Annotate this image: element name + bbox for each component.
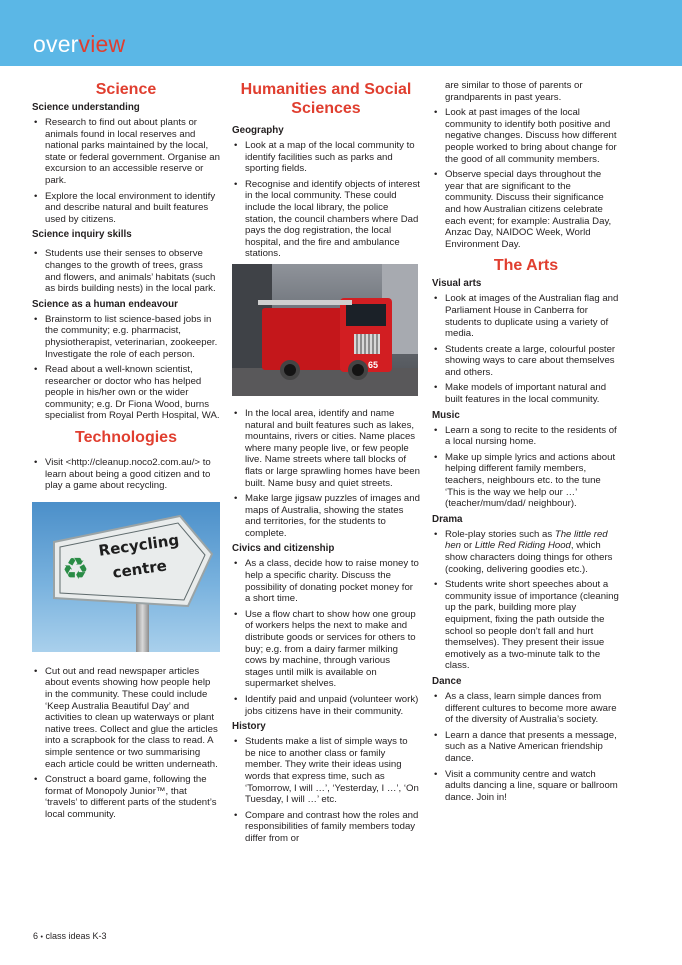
list-item: • Recognise and identify objects of interest in the local community. These could include the local library, the police station, the council chambers where Dad pays the dog registration, the local hospital, and the fire and ambulance stations. xyxy=(232,179,420,260)
list-item: • Make large jigsaw puzzles of images and maps of Australia, showing the states and territories, for the students to complete. xyxy=(232,493,420,539)
list-geography-top xyxy=(232,140,420,260)
list-item: • Compare and contrast how the roles and responsibilities of family members today differ from or xyxy=(232,810,420,845)
list-item: • Explore the local environment to identify and describe natural and built features used by citizens. xyxy=(32,191,220,226)
list-history-continued xyxy=(432,80,620,250)
column-middle xyxy=(232,80,420,849)
subheading-science-inquiry: Science inquiry skills xyxy=(32,229,132,241)
list-drama xyxy=(432,529,620,672)
column-right xyxy=(432,80,620,807)
column-left xyxy=(32,80,220,825)
subheading-history: History xyxy=(232,721,266,733)
list-civics xyxy=(232,558,420,717)
list-technologies-bottom xyxy=(32,666,220,821)
list-item: • Visit a community centre and watch adults dancing a line, square or ballroom dance. Join in! xyxy=(432,769,620,804)
list-item: • Use a flow chart to show how one group of workers helps the next to make and distribute goods or services for others to buy; e.g. from a dairy farmer milking cows by machine, through various stages until milk is available on supermarket shelves. xyxy=(232,609,420,690)
list-item: • Look at a map of the local community to identify facilities such as parks and sporting fields. xyxy=(232,140,420,175)
list-visual-arts xyxy=(432,293,620,405)
page-footer xyxy=(33,931,107,941)
list-item: • Make models of important natural and built features in the local community. xyxy=(432,382,620,405)
list-item: • Make up simple lyrics and actions about helping different family members, teachers, neighbours etc. to the tune ‘This is the way we help our …’ (teacher/mum/dad/ neighbour). xyxy=(432,452,620,510)
list-item: • Students write short speeches about a community issue of importance (cleaning up the park, building more play equipment, fixing the path outside the school so people don’t fall and hurt themselves). They present their issue emotively as a two-minute talk to the class. xyxy=(432,579,620,672)
list-item: • In the local area, identify and name natural and built features such as lakes, mountains, rivers or cities. Name places where many people live, or few people live. Name streets where tall blocks of flats or large sprawling homes have been built. Name busy and quiet streets. xyxy=(232,408,420,489)
page-title: overview xyxy=(33,31,126,57)
subheading-visual-arts: Visual arts xyxy=(432,278,482,290)
truck-grille xyxy=(354,334,380,354)
subheading-music: Music xyxy=(432,409,460,421)
list-item: • Learn a dance that presents a message, such as a Native American friendship dance. xyxy=(432,730,620,765)
list-item: • Students use their senses to observe changes to the growth of trees, grass and flowers, and animals’ habitats (such as birds building nests) in the local park. xyxy=(32,248,220,294)
truck-ladder xyxy=(258,300,352,305)
recycle-icon: ♻ xyxy=(62,552,89,586)
heading-hass: Humanities and Social Sciences xyxy=(240,81,412,117)
subheading-science-endeavour: Science as a human endeavour xyxy=(32,298,178,310)
list-item: • As a class, decide how to raise money to help a specific charity. Discuss the possibility of donating pocket money for a short time. xyxy=(232,558,420,604)
list-item: • As a class, learn simple dances from different cultures to become more aware of the diversity of Australia’s society. xyxy=(432,691,620,726)
list-item-continued: are similar to those of parents or grandparents in past years. xyxy=(445,80,583,103)
list-item: • Read about a well-known scientist, researcher or doctor who has helped people in his/her own or the wider community; e.g. Dr Fiona Wood, burns specialist from Royal Perth Hospital, WA. xyxy=(32,364,220,422)
truck-wheel-front xyxy=(348,360,368,380)
publication-name: class ideas K-3 xyxy=(45,931,107,941)
list-item: • Research to find out about plants or animals found in local reserves and national parks maintained by the local, state or federal government. Organise an excursion to an accessible reserve or park. xyxy=(32,117,220,187)
list-science-understanding xyxy=(32,117,220,225)
list-item: • Learn a song to recite to the residents of a local nursing home. xyxy=(432,425,620,448)
list-item: • Role-play stories such as The little red hen or Little Red Riding Hood, which show characters doing things for others (cooking, delivering goodies etc.). xyxy=(432,529,620,575)
list-item: • Students make a list of simple ways to be nice to another class or family member. They write their ideas using words that express time, such as ‘Tomorrow, I will …’, ‘Yesterday, I …’, ‘On Tuesday, I will …’ etc. xyxy=(232,736,420,806)
list-geography-bottom xyxy=(232,408,420,540)
sign-text-line1: Recycling xyxy=(97,530,181,560)
subheading-science-understanding: Science understanding xyxy=(32,102,140,113)
subheading-geography: Geography xyxy=(232,125,284,136)
list-item: • Look at past images of the local community to identify both positive and negative changes. Discuss how different people worked to bring about change for the good of all community members. xyxy=(432,107,620,165)
sign-text-line2: centre xyxy=(111,556,168,582)
footer-separator: • xyxy=(40,934,43,941)
subheading-dance: Dance xyxy=(432,675,462,687)
list-item: • Brainstorm to list science-based jobs in the community; e.g. pharmacist, physiotherapist, veterinarian, zookeeper. Investigate the role of each person. xyxy=(32,314,220,360)
list-science-inquiry xyxy=(32,248,220,294)
subheading-civics: Civics and citizenship xyxy=(232,543,335,555)
list-science-endeavour xyxy=(32,314,220,422)
truck-number: 65 xyxy=(368,359,379,370)
truck-windshield xyxy=(346,304,386,326)
fire-truck-photo xyxy=(232,264,418,396)
list-technologies-top xyxy=(32,457,220,492)
heading-technologies: Technologies xyxy=(75,429,177,447)
road xyxy=(232,368,418,396)
header-band xyxy=(0,0,682,66)
list-item: • Observe special days throughout the year that are significant to the community. Discuss their significance and how Australian citizens celebrate each event; for example: Australia Day, Anzac Day, NAIDOC Week, World Environment Day. xyxy=(432,169,620,250)
list-history xyxy=(232,736,420,844)
truck-wheel-rear xyxy=(280,360,300,380)
list-item: • Construct a board game, following the format of Monopoly Junior™, that ‘travels’ to different parts of the student’s local community. xyxy=(32,774,220,820)
subheading-drama: Drama xyxy=(432,513,463,525)
list-item: • Identify paid and unpaid (volunteer work) jobs citizens have in their community. xyxy=(232,694,420,717)
page-number: 6 xyxy=(33,931,39,941)
heading-science: Science xyxy=(95,81,157,98)
recycling-sign-photo xyxy=(32,502,220,652)
heading-the-arts: The Arts xyxy=(493,257,559,275)
list-item: • Students create a large, colourful poster showing ways to care about themselves and others. xyxy=(432,344,620,379)
list-item: • Cut out and read newspaper articles about events showing how people help in the community. These could include ‘Keep Australia Beautiful Day’ and activities to clean up waterways or plant native trees. Collect and glue the articles into a scrapbook for the class to read. A simple sentence or two summarising each article could be written underneath. xyxy=(32,666,220,770)
list-music xyxy=(432,425,620,510)
list-item: • Look at images of the Australian flag and Parliament House in Canberra for students to duplicate using a variety of media. xyxy=(432,293,620,339)
list-item: • Visit <http://cleanup.noco2.com.au/> to learn about being a good citizen and to play a game about recycling. xyxy=(32,457,220,492)
list-dance xyxy=(432,691,620,803)
